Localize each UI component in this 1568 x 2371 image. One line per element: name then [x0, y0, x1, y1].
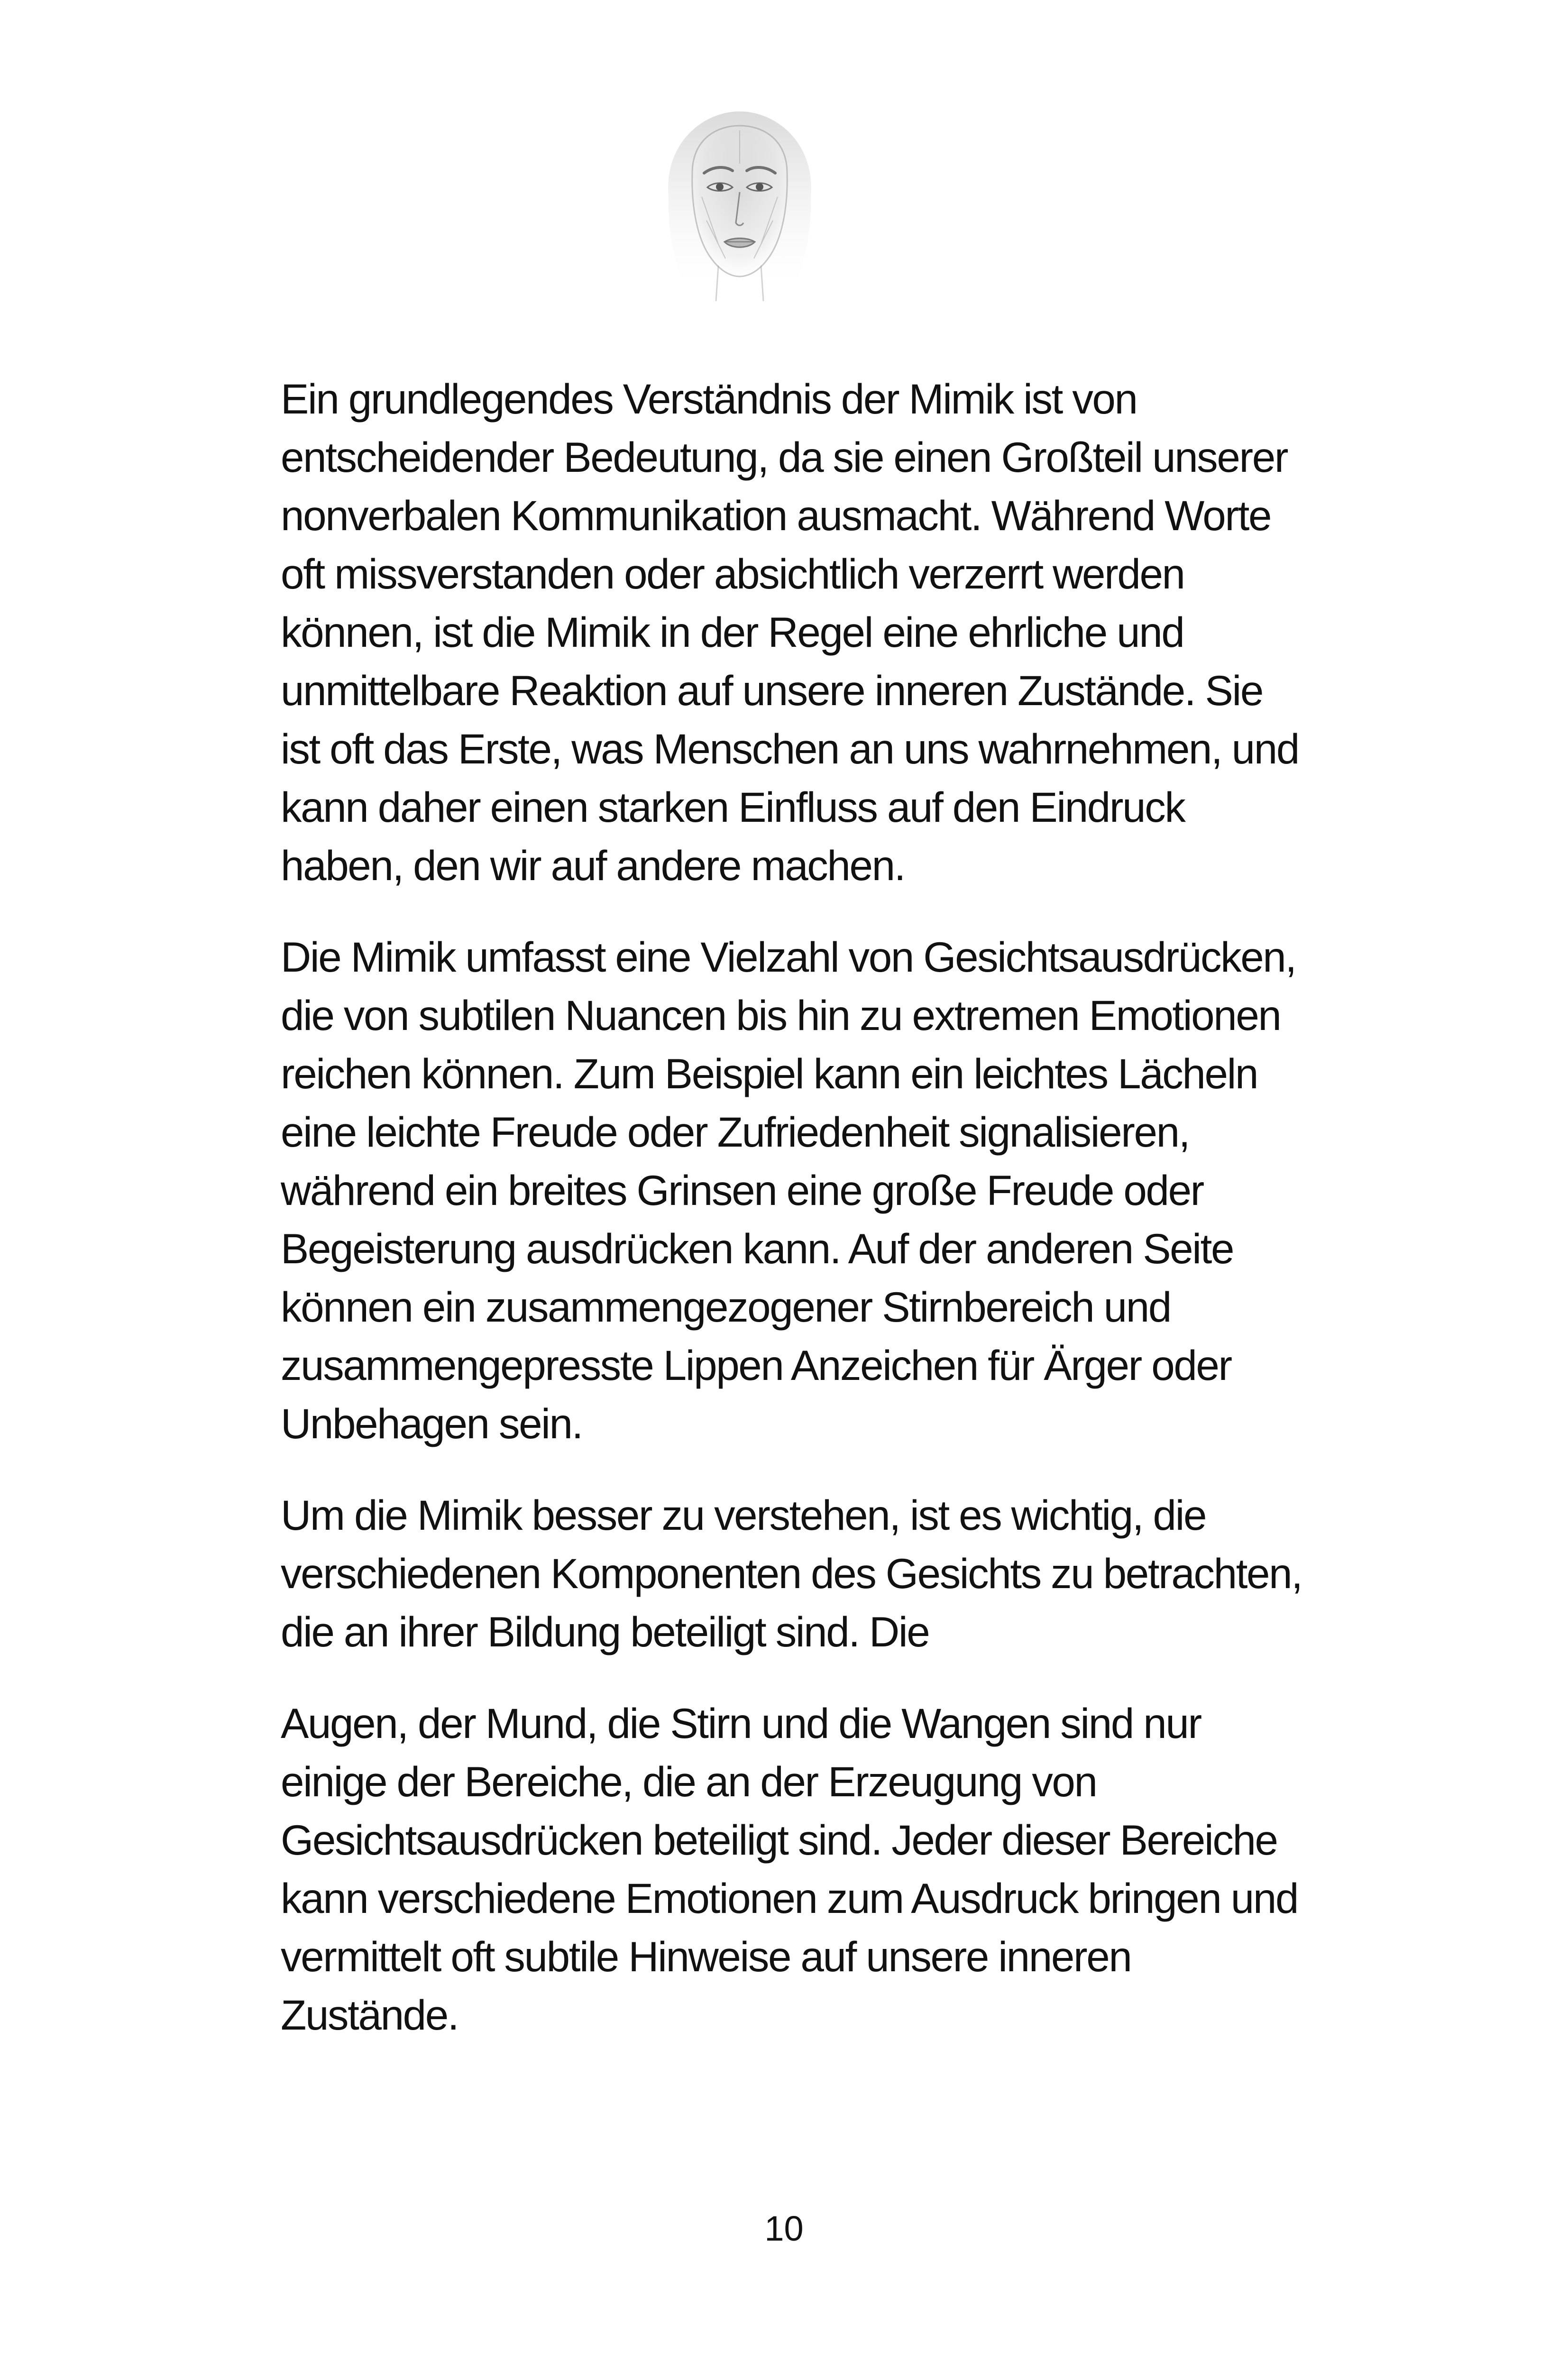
paragraph: Um die Mimik besser zu verstehen, ist es wichtig, die verschiedenen Komponenten des Gesichts zu betrachten, die an ihrer Bildung beteiligt sind. Die: [281, 1491, 1302, 1655]
paragraph: Die Mimik umfasst eine Vielzahl von Gesichtsausdrücken, die von subtilen Nuancen bis hin zu extremen Emotionen reichen können. Zum Beispiel kann ein leichtes Lächeln eine leichte Freude oder Zufriedenheit signalisieren, während ein breites Grinsen eine große Freude oder Begeisterung ausdrücken kann. Auf der anderen Seite können ein zusammengezogener Stirnbereich und zusammengepresste Lippen Anzeichen für Ärger oder Unbehagen sein.: [281, 933, 1296, 1447]
paragraph: Ein grundlegendes Verständnis der Mimik ist von entscheidender Bedeutung, da sie einen Großteil unserer nonverbalen Kommunikation ausmacht. Während Worte oft missverstanden oder absichtlich verzerrt werden können, ist die Mimik in der Regel eine ehrliche und unmittelbare Reaktion auf unsere inneren Zustände. Sie ist oft das Erste, was Menschen an uns wahrnehmen, und kann daher einen starken Einfluss auf den Eindruck haben, den wir auf andere machen.: [281, 375, 1299, 889]
paragraph: Augen, der Mund, die Stirn und die Wangen sind nur einige der Bereiche, die an der Erzeugung von Gesichtsausdrücken beteiligt sind. Jeder dieser Bereiche kann verschiedene Emotionen zum Ausdruck bringen und vermittelt oft subtile Hinweise auf unsere inneren Zustände.: [281, 1700, 1298, 2039]
page-number: 10: [764, 2209, 804, 2248]
body-text: [281, 370, 1305, 2077]
face-sketch-icon: [635, 102, 844, 306]
